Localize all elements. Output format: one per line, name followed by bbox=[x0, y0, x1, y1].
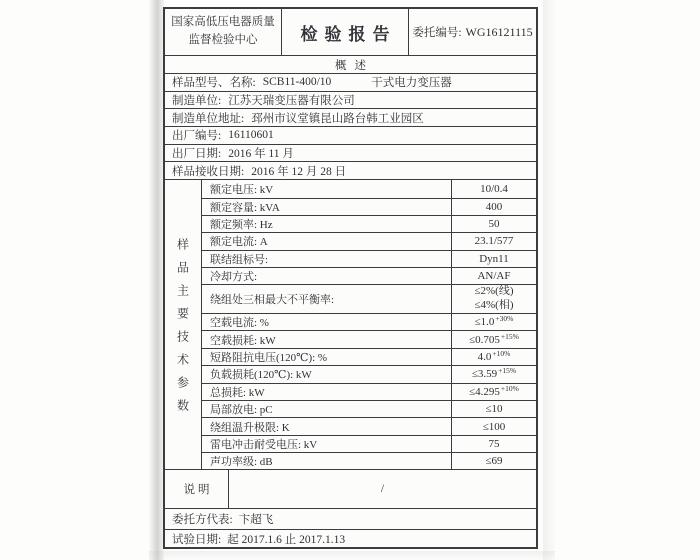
param-value bbox=[451, 314, 536, 330]
param-name: 负载损耗(120℃): kW bbox=[210, 369, 312, 382]
param-row-load-loss bbox=[202, 365, 536, 382]
param-value-tolerance: +15% bbox=[498, 366, 517, 376]
notes-row bbox=[165, 469, 536, 508]
param-value-text: 75 bbox=[488, 437, 500, 450]
parameters-rows bbox=[202, 180, 536, 469]
notes-label: 说明 bbox=[165, 470, 229, 508]
param-row-no-load-loss bbox=[202, 330, 536, 347]
param-value bbox=[451, 285, 536, 313]
param-value bbox=[451, 436, 536, 452]
param-row-temperature-rise-limit bbox=[202, 417, 536, 434]
test-date-row bbox=[165, 529, 536, 548]
test-date-label: 试验日期: bbox=[172, 533, 222, 546]
param-name: 额定容量: kVA bbox=[210, 201, 280, 214]
overview-row-manufacturer bbox=[165, 91, 536, 109]
param-name: 短路阻抗电压(120℃): % bbox=[210, 351, 328, 364]
param-name: 额定电流: A bbox=[210, 236, 268, 249]
param-value-text: 400 bbox=[485, 200, 503, 213]
param-name: 空载损耗: kW bbox=[210, 334, 276, 347]
overview-value-secondary: 干式电力变压器 bbox=[371, 77, 452, 90]
commission-number-value: WG16121115 bbox=[465, 24, 533, 39]
param-value-text: ≤1.0 bbox=[474, 316, 495, 329]
overview-row-address bbox=[165, 108, 536, 126]
param-value-tolerance: +30% bbox=[495, 314, 514, 324]
overview-label: 出厂日期: bbox=[172, 148, 222, 161]
overview-row-manufacture-date bbox=[165, 144, 536, 162]
param-value-text: 23.1/577 bbox=[474, 235, 514, 248]
scan-shadow-left bbox=[149, 0, 164, 560]
overview-value: 邳州市议堂镇昆山路台韩工业园区 bbox=[251, 112, 424, 125]
param-value-text: 10/0.4 bbox=[480, 182, 508, 195]
overview-label: 制造单位地址: bbox=[172, 112, 245, 125]
overview-value: SCB11-400/10 bbox=[262, 76, 332, 89]
param-row-rated-capacity bbox=[202, 198, 536, 215]
param-value bbox=[451, 418, 536, 434]
param-value bbox=[451, 401, 536, 417]
param-value-line1: ≤2%(线) bbox=[474, 285, 514, 298]
param-row-cooling-method bbox=[202, 267, 536, 284]
param-value-text: ≤4.295 bbox=[469, 385, 500, 398]
param-row-sound-power-level bbox=[202, 452, 536, 469]
param-row-unbalance-rate bbox=[202, 284, 536, 313]
param-value-text: ≤0.705 bbox=[469, 333, 500, 346]
param-value-line2: ≤4%(相) bbox=[474, 299, 514, 312]
scan-shadow-bottom bbox=[149, 551, 555, 560]
param-name: 额定电压: kV bbox=[210, 183, 274, 196]
param-value bbox=[451, 268, 536, 284]
param-name: 局部放电: pC bbox=[210, 404, 273, 417]
param-value bbox=[451, 251, 536, 267]
client-representative-row bbox=[165, 508, 536, 529]
overview-section-title: 概述 bbox=[165, 55, 536, 73]
param-value-tolerance: +10% bbox=[492, 348, 511, 358]
param-row-vector-group bbox=[202, 250, 536, 267]
param-value bbox=[451, 453, 536, 469]
header-row bbox=[165, 9, 536, 55]
overview-label: 样品接收日期: bbox=[172, 165, 245, 178]
org-name-line2: 监督检验中心 bbox=[188, 34, 258, 46]
param-value-text: ≤10 bbox=[485, 403, 503, 416]
overview-label: 制造单位: bbox=[172, 95, 222, 108]
overview-row-receipt-date bbox=[165, 161, 536, 179]
report-title: 检验报告 bbox=[282, 9, 409, 55]
param-value-text: 4.0 bbox=[477, 350, 492, 363]
overview-value: 2016 年 12 月 28 日 bbox=[251, 165, 347, 178]
param-name: 绕组温升极限: K bbox=[210, 421, 290, 434]
param-name: 总损耗: kW bbox=[210, 386, 265, 399]
test-date-value: 起 2017.1.6 止 2017.1.13 bbox=[227, 533, 346, 546]
param-value-text: 50 bbox=[488, 218, 500, 231]
overview-value: 江苏天瑞变压器有限公司 bbox=[228, 95, 355, 108]
param-row-rated-current bbox=[202, 232, 536, 249]
overview-row-model bbox=[165, 73, 536, 91]
scan-shadow-right bbox=[543, 0, 555, 560]
param-row-rated-voltage bbox=[202, 180, 536, 197]
param-row-lightning-impulse-voltage bbox=[202, 435, 536, 452]
param-value bbox=[451, 199, 536, 215]
param-value-text: AN/AF bbox=[477, 270, 511, 283]
param-value bbox=[451, 180, 536, 197]
inspection-report-document bbox=[163, 7, 538, 549]
overview-label: 出厂编号: bbox=[172, 130, 222, 143]
notes-value: / bbox=[380, 483, 385, 496]
param-value bbox=[451, 233, 536, 249]
param-value-tolerance: +10% bbox=[500, 383, 519, 393]
param-name: 冷却方式: bbox=[210, 271, 258, 284]
param-row-partial-discharge bbox=[202, 400, 536, 417]
param-name: 空载电流: % bbox=[210, 317, 269, 330]
param-name: 雷电冲击耐受电压: kV bbox=[210, 438, 318, 451]
param-value-text: ≤69 bbox=[485, 455, 503, 468]
client-representative-label: 委托方代表: bbox=[172, 514, 233, 527]
param-value bbox=[451, 216, 536, 232]
param-value-text: ≤100 bbox=[482, 420, 506, 433]
overview-row-serial-number bbox=[165, 126, 536, 144]
param-name: 额定频率: Hz bbox=[210, 219, 273, 232]
param-name: 联结组标号: bbox=[210, 253, 269, 266]
param-row-rated-frequency bbox=[202, 215, 536, 232]
client-representative-name: 卞超飞 bbox=[238, 514, 274, 527]
commission-number-label: 委托编号: bbox=[412, 27, 462, 39]
parameters-section bbox=[165, 179, 536, 469]
org-name bbox=[165, 9, 282, 55]
overview-value: 2016 年 11 月 bbox=[228, 148, 294, 161]
param-value bbox=[451, 331, 536, 347]
param-value-tolerance: +15% bbox=[500, 331, 519, 341]
param-value bbox=[451, 366, 536, 382]
param-name: 绕组处三相最大不平衡率: bbox=[210, 294, 335, 307]
param-name: 声功率级: dB bbox=[210, 456, 273, 469]
overview-value: 16110601 bbox=[228, 129, 274, 142]
commission-number bbox=[409, 9, 536, 55]
org-name-line1: 国家高低压电器质量 bbox=[171, 16, 275, 29]
param-row-no-load-current bbox=[202, 313, 536, 330]
param-value-text: ≤3.59 bbox=[471, 368, 498, 381]
param-value-text: Dyn11 bbox=[479, 252, 509, 265]
param-value bbox=[451, 349, 536, 365]
overview-label: 样品型号、名称: bbox=[172, 77, 256, 90]
param-row-total-loss bbox=[202, 383, 536, 400]
parameters-side-label: 样品主要技术参数 bbox=[165, 180, 202, 469]
param-row-impedance-voltage bbox=[202, 348, 536, 365]
param-value bbox=[451, 384, 536, 400]
